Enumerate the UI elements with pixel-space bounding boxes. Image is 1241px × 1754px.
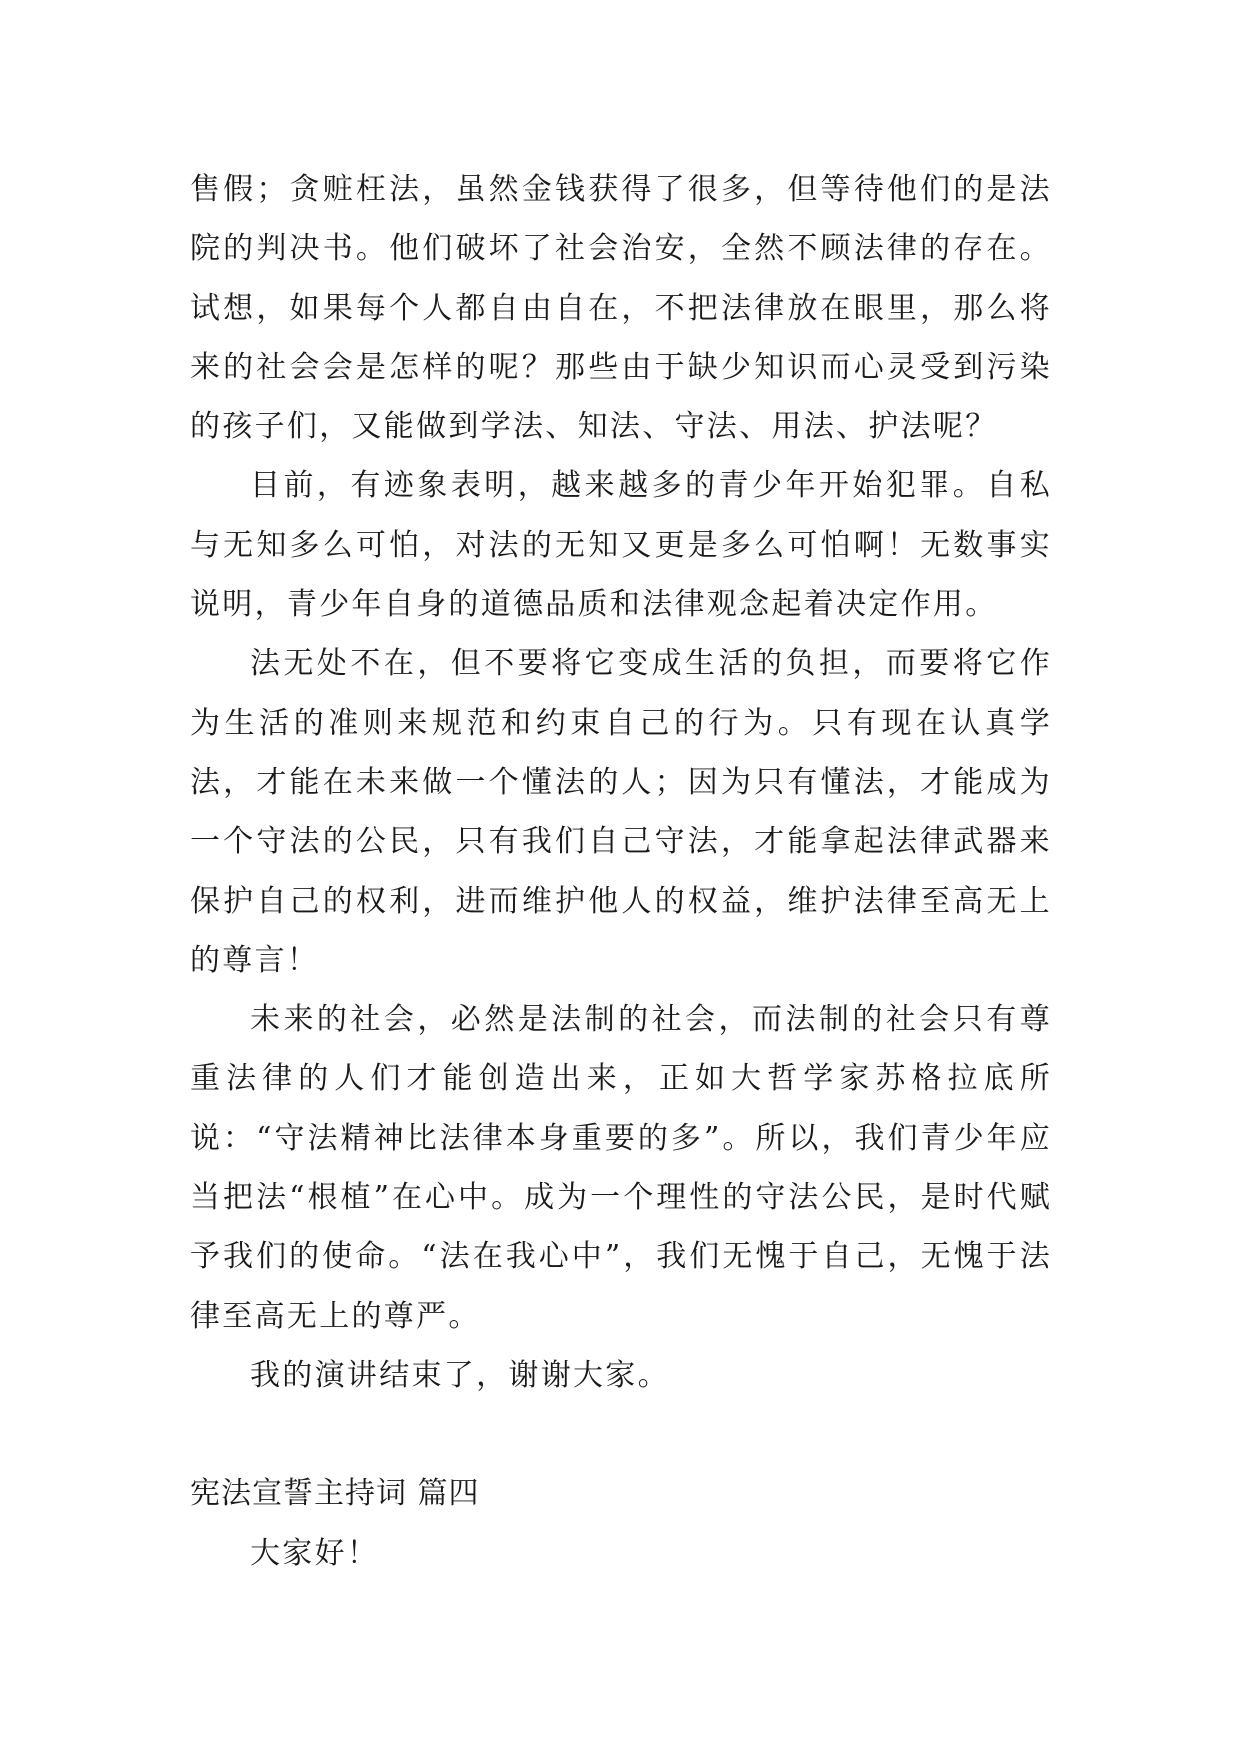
paragraph: 未来的社会，必然是法制的社会，而法制的社会只有尊重法律的人们才能创造出来，正如大哲学家苏格拉底所说：“守法精神比法律本身重要的多”。所以，我们青少年应当把法“根植”在心中。成为一个理性的守法公民，是时代赋予我们的使命。“法在我心中”，我们无愧于自己，无愧于法律至高无上的尊严。 [190, 1002, 1052, 1334]
paragraph: 法无处不在，但不要将它变成生活的负担，而要将它作为生活的准则来规范和约束自己的行为。只有现在认真学法，才能在未来做一个懂法的人；因为只有懂法，才能成为一个守法的公民，只有我们自己守法，才能拿起法律武器来保护自己的权利，进而维护他人的权益，维护法律至高无上的尊言！ [190, 646, 1052, 978]
section-spacer [190, 1405, 1052, 1464]
section-heading: 宪法宣誓主持词 篇四 [190, 1476, 480, 1512]
paragraph: 目前，有迹象表明，越来越多的青少年开始犯罪。自私与无知多么可怕，对法的无知又更是多么可怕啊！无数事实说明，青少年自身的道德品质和法律观念起着决定作用。 [190, 468, 1052, 623]
greeting: 大家好！ [250, 1535, 380, 1571]
paragraph-closing: 我的演讲结束了，谢谢大家。 [250, 1357, 670, 1393]
paragraph-continued: 售假；贪赃枉法，虽然金钱获得了很多，但等待他们的是法院的判决书。他们破坏了社会治安，全然不顾法律的存在。试想，如果每个人都自由自在，不把法律放在眼里，那么将来的社会会是怎样的呢？那些由于缺少知识而心灵受到污染的孩子们，又能做到学法、知法、守法、用法、护法呢？ [190, 172, 1052, 445]
document-body [190, 160, 1052, 1583]
